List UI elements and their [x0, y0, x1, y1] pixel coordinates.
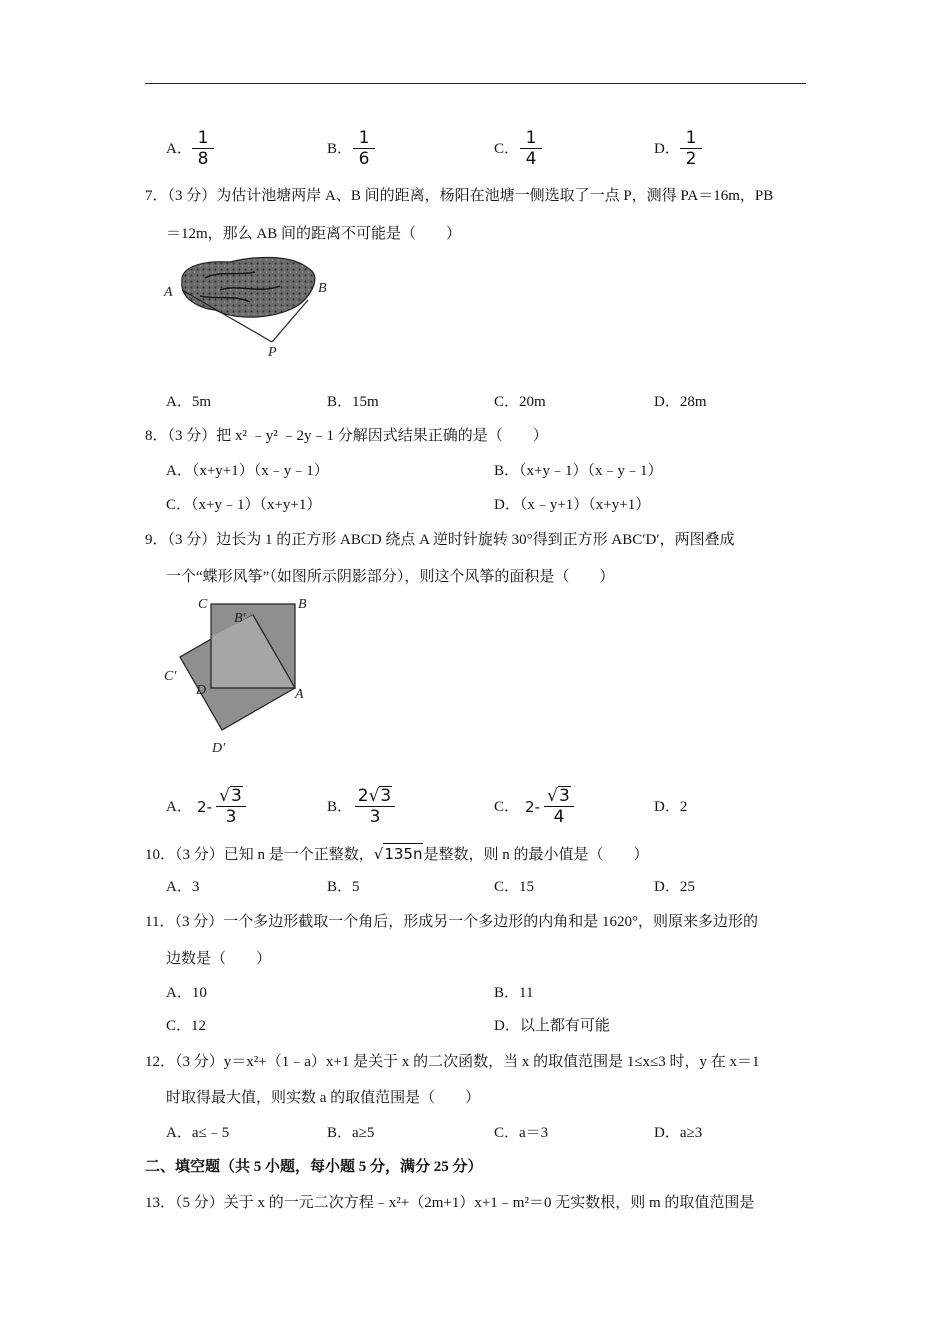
point-c-label: C — [198, 597, 208, 612]
denominator: 8 — [197, 149, 209, 169]
q6-option-d-fraction — [680, 129, 702, 168]
denominator: 2 — [685, 149, 697, 169]
pond-shape — [182, 257, 315, 317]
q11-option-a: A．10 — [166, 985, 207, 1001]
q9-option-d: D．2 — [654, 799, 688, 815]
point-cprime-label: C′ — [164, 669, 177, 684]
radicand: 3 — [380, 786, 392, 806]
q6-option-c-label: C． — [494, 141, 520, 157]
q9-option-a-fraction: √3 3 — [216, 786, 246, 826]
point-bprime-label: B′ — [234, 611, 246, 626]
q7-option-b: B．15m — [327, 394, 379, 410]
point-p-label: P — [268, 345, 277, 360]
numerator: 1 — [197, 128, 209, 148]
q9-stem-line1: 9．（3 分）边长为 1 的正方形 ABCD 绕点 A 逆时针旋转 30°得到正方形 ABC′D′，两图叠成 — [145, 532, 735, 548]
q8-option-d: D．（x﹣y+1）（x+y+1） — [494, 497, 651, 513]
coefficient: 2 — [357, 786, 369, 806]
q6-option-d-label: D． — [654, 141, 680, 157]
q7-option-d: D．28m — [654, 394, 707, 410]
q10-stem-pre: 10．（3 分）已知 n 是一个正整数， — [145, 847, 374, 863]
q12-stem-line1: 12．（3 分）y＝x²+（1﹣a）x+1 是关于 x 的二次函数，当 x 的取值范围是 1≤x≤3 时，y 在 x＝1 — [145, 1054, 760, 1070]
q11-stem-line1: 11．（3 分）一个多边形截取一个角后，形成另一个多边形的内角和是 1620°，则原来多边形的 — [145, 914, 758, 930]
q6-option-a-label: A． — [166, 141, 192, 157]
denominator: 4 — [525, 149, 537, 169]
point-d-label: D — [196, 683, 207, 698]
q11-option-b: B．11 — [494, 985, 534, 1001]
q8-option-c: C．（x+y﹣1）（x+y+1） — [166, 497, 322, 513]
numerator: 1 — [685, 128, 697, 148]
numerator: 1 — [525, 128, 537, 148]
q9-option-b-fraction: 2√3 3 — [355, 786, 395, 826]
q9-option-a-label: A． — [166, 799, 192, 815]
q12-stem-line2: 时取得最大值，则实数 a 的取值范围是（ ） — [166, 1090, 481, 1106]
q10-radical: √135n — [373, 845, 423, 863]
q10-option-d: D．25 — [654, 879, 695, 895]
q11-stem-line2: 边数是（ ） — [166, 951, 272, 967]
point-dprime-label: D′ — [212, 741, 226, 756]
point-b-label: B — [298, 597, 307, 612]
q13-stem-line1: 13．（5 分）关于 x 的一元二次方程﹣x²+（2m+1）x+1﹣m²＝0 无实数根，则 m 的取值范围是 — [145, 1195, 755, 1211]
q11-option-c: C．12 — [166, 1018, 207, 1034]
q9-stem-line2: 一个“蝶形风筝”（如图所示阴影部分），则这个风筝的面积是（ ） — [166, 569, 615, 585]
header-rule — [145, 83, 806, 84]
q10-option-b: B．5 — [327, 879, 360, 895]
q6-option-a-fraction — [192, 129, 214, 168]
radicand: 3 — [559, 786, 570, 806]
q9-option-c-label: C． — [494, 799, 520, 815]
q7-option-a: A．5m — [166, 394, 212, 410]
q12-option-a: A．a≤﹣5 — [166, 1125, 230, 1141]
q10-stem — [145, 843, 648, 865]
q9-option-b-label: B． — [327, 799, 353, 815]
q6-option-b-label: B． — [327, 141, 353, 157]
point-a-label: A — [295, 687, 304, 702]
q9-kite-figure — [158, 590, 328, 762]
q10-stem-post: 是整数，则 n 的最小值是（ ） — [423, 847, 649, 863]
q6-option-b-fraction — [353, 129, 375, 168]
denominator: 3 — [369, 807, 381, 827]
q10-option-a: A．3 — [166, 879, 200, 895]
denominator: 6 — [358, 149, 370, 169]
q7-stem-line2: ＝12m，那么 AB 间的距离不可能是（ ） — [166, 226, 462, 242]
denominator: 3 — [225, 807, 237, 827]
radicand: 135n — [384, 845, 423, 863]
q12-option-d: D．a≥3 — [654, 1125, 703, 1141]
point-a-label: A — [164, 285, 173, 300]
radicand: 3 — [231, 786, 242, 806]
q9-option-c-fraction: √3 4 — [544, 786, 574, 826]
q8-option-a: A．（x+y+1）（x﹣y﹣1） — [166, 463, 329, 479]
q9-option-c-prefix: 2- — [525, 798, 540, 816]
q7-option-c: C．20m — [494, 394, 546, 410]
q8-stem: 8．（3 分）把 x² ﹣y² ﹣2y﹣1 分解因式结果正确的是（ ） — [145, 428, 548, 444]
point-b-label: B — [318, 281, 327, 296]
denominator: 4 — [553, 807, 565, 827]
q12-option-b: B．a≥5 — [327, 1125, 375, 1141]
q10-option-c: C．15 — [494, 879, 535, 895]
q6-option-c-fraction — [520, 129, 542, 168]
q11-option-d: D．以上都有可能 — [494, 1018, 610, 1034]
numerator: 1 — [358, 128, 370, 148]
q7-stem-line1: 7．（3 分）为估计池塘两岸 A、B 间的距离，杨阳在池塘一侧选取了一点 P，测得 PA＝16m，PB — [145, 188, 774, 204]
section-heading-fill-in: 二、填空题（共 5 小题，每小题 5 分，满分 25 分） — [145, 1159, 483, 1175]
q8-option-b: B．（x+y﹣1）（x﹣y﹣1） — [494, 463, 663, 479]
q7-pond-figure — [160, 250, 340, 362]
q9-option-a-prefix: 2- — [197, 798, 212, 816]
q12-option-c: C．a＝3 — [494, 1125, 549, 1141]
